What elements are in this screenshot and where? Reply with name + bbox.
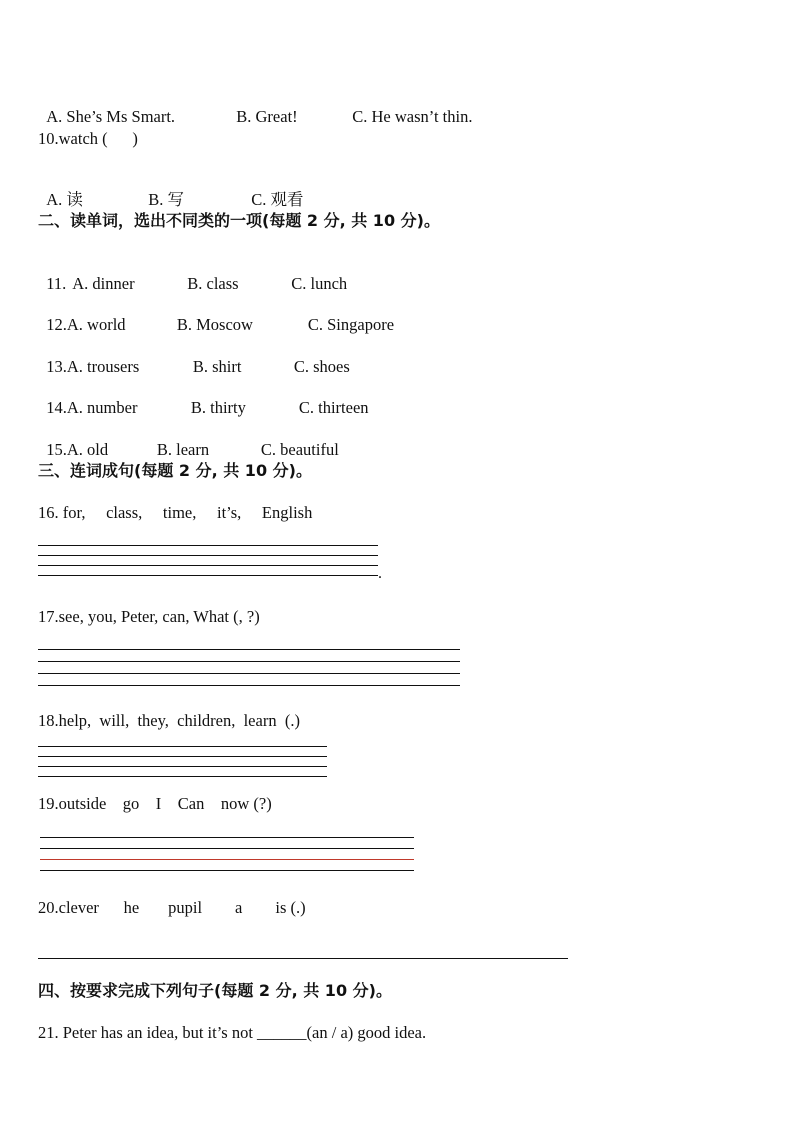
answer-line: [38, 555, 378, 556]
option-b: B. Moscow: [176, 315, 253, 334]
option-b: B. thirty: [190, 398, 246, 417]
answer-line: [38, 545, 378, 546]
q10-options: [38, 170, 304, 210]
q9-options: [38, 87, 472, 127]
option-a: A. trousers: [66, 357, 140, 376]
option-a: A. world: [66, 315, 126, 334]
question-number: 13.: [46, 357, 67, 376]
answer-line: [38, 776, 327, 777]
answer-line: [38, 766, 327, 767]
answer-line: [40, 859, 414, 860]
option-a: A. old: [66, 440, 109, 459]
answer-line: [38, 565, 378, 566]
question-21: 21. Peter has an idea, but it’s not ______(an / a) good idea.: [38, 1023, 427, 1042]
answer-line: [38, 756, 327, 757]
q10-option-b: B. 写: [148, 190, 185, 209]
answer-line: [40, 870, 414, 871]
answer-line: [40, 848, 414, 849]
end-period: .: [378, 565, 382, 582]
question-12: [38, 295, 394, 335]
option-b: B. shirt: [192, 357, 242, 376]
question-13: [38, 337, 350, 377]
answer-line: [38, 575, 378, 576]
question-20: 20.clever he pupil a is (.): [38, 898, 306, 917]
question-15: [38, 420, 339, 460]
option-c: C. thirteen: [298, 398, 369, 417]
question-19: 19.outside go I Can now (?): [38, 794, 272, 813]
answer-line: [38, 661, 460, 662]
question-16: 16. for, class, time, it’s, English: [38, 503, 313, 522]
option-a: A. number: [66, 398, 138, 417]
option-a: A. dinner: [72, 274, 135, 293]
answer-line: [38, 673, 460, 674]
option-b: B. class: [187, 274, 239, 293]
section3-heading: 三、连词成句(每题 2 分, 共 10 分)。: [38, 461, 312, 480]
answer-line: [38, 746, 327, 747]
question-number: 11.: [46, 274, 67, 293]
question-number: 15.: [46, 440, 67, 459]
q9-option-b: B. Great!: [236, 107, 298, 126]
answer-line: [38, 649, 460, 650]
option-c: C. Singapore: [307, 315, 395, 334]
question-number: 14.: [46, 398, 67, 417]
q9-option-a: A. She’s Ms Smart.: [46, 107, 176, 126]
option-c: C. shoes: [293, 357, 350, 376]
q10-option-a: A. 读: [46, 190, 83, 209]
answer-line: [38, 958, 568, 959]
option-c: C. beautiful: [260, 440, 339, 459]
question-14: [38, 378, 369, 418]
question-11: [38, 254, 347, 294]
question-17: 17.see, you, Peter, can, What (, ?): [38, 607, 260, 626]
q10-stem: 10.watch ( ): [38, 129, 138, 148]
q10-option-c: C. 观看: [251, 190, 304, 209]
section4-heading: 四、按要求完成下列句子(每题 2 分, 共 10 分)。: [38, 981, 392, 1000]
answer-line: [40, 837, 414, 838]
option-b: B. learn: [156, 440, 210, 459]
option-c: C. lunch: [291, 274, 348, 293]
section2-heading: 二、读单词，选出不同类的一项(每题 2 分, 共 10 分)。: [38, 211, 440, 230]
question-number: 12.: [46, 315, 67, 334]
answer-line: [38, 685, 460, 686]
q9-option-c: C. He wasn’t thin.: [352, 107, 473, 126]
question-18: 18.help, will, they, children, learn (.): [38, 711, 300, 730]
